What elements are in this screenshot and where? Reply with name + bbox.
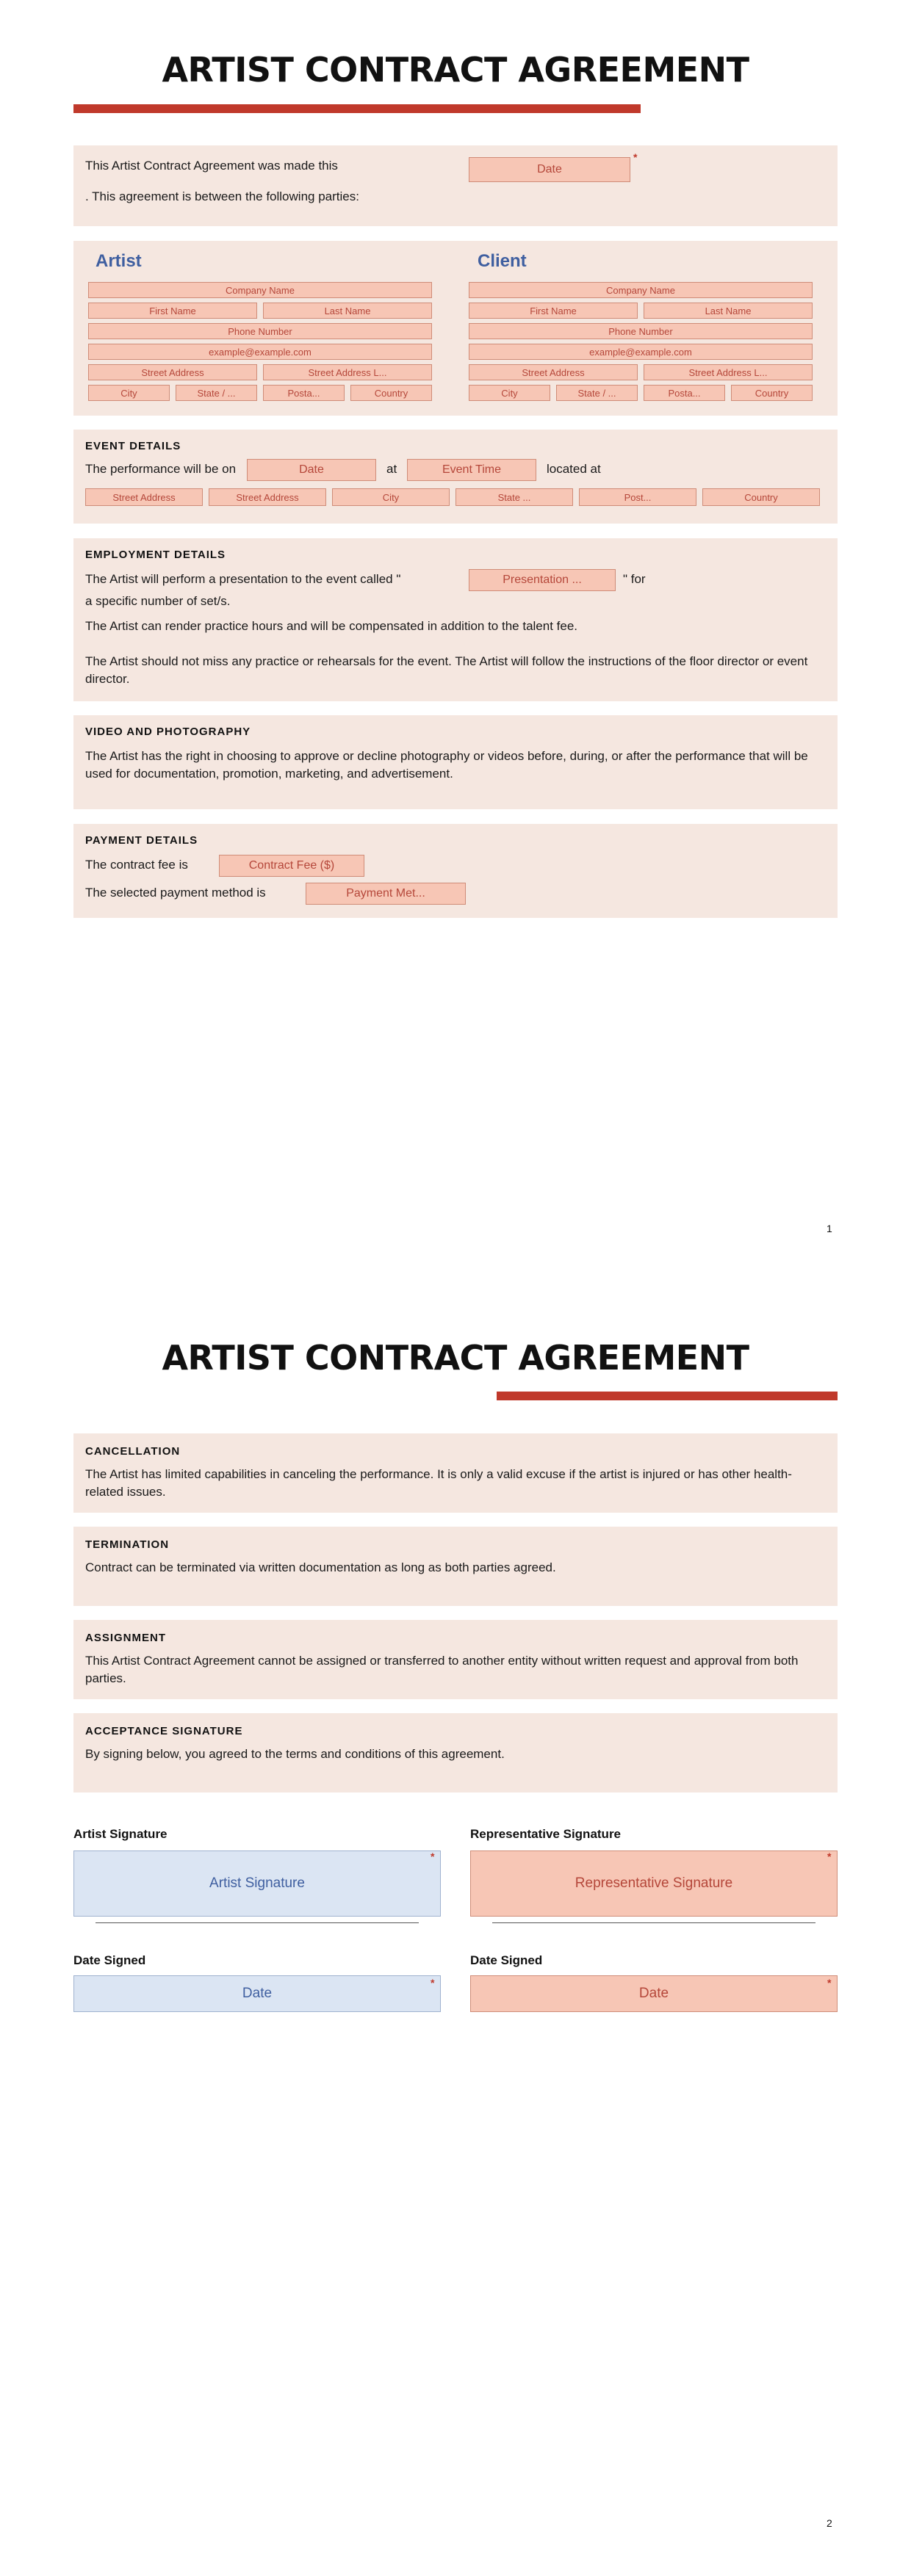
artist-street2-field[interactable]: Street Address L... — [263, 364, 432, 380]
representative-signature-box[interactable]: Representative Signature — [470, 1850, 838, 1917]
representative-date-signed-label: Date Signed — [470, 1953, 543, 1967]
artist-state-field[interactable]: State / ... — [176, 385, 257, 401]
client-company-field[interactable]: Company Name — [469, 282, 813, 298]
artist-last-name-field[interactable]: Last Name — [263, 303, 432, 319]
termination-panel — [73, 1527, 838, 1606]
presentation-field[interactable]: Presentation ... — [469, 569, 616, 591]
document-title: ARTIST CONTRACT AGREEMENT — [162, 50, 749, 90]
intro-line-1: This Artist Contract Agreement was made this — [85, 159, 338, 173]
employment-details-panel — [73, 538, 838, 701]
artist-date-signed-label: Date Signed — [73, 1953, 146, 1967]
video-photography-panel — [73, 715, 838, 809]
required-mark: * — [633, 151, 638, 163]
representative-signature-label: Representative Signature — [470, 1827, 622, 1841]
assignment-heading: ASSIGNMENT — [85, 1632, 167, 1644]
event-time-field[interactable]: Event Time — [407, 459, 536, 481]
event-on-text: The performance will be on — [85, 462, 237, 476]
video-photography-text: The Artist has the right in choosing to approve or decline photography or videos before, during, or after the performance that will be used for documentation, promotion, marketing, and advertisement. — [85, 749, 808, 781]
artist-city-field[interactable]: City — [88, 385, 170, 401]
cancellation-panel — [73, 1433, 838, 1513]
artist-heading: Artist — [96, 251, 142, 271]
title-accent-bar — [497, 1392, 838, 1400]
contract-fee-field[interactable]: Contract Fee ($) — [219, 855, 364, 877]
event-street-field[interactable]: Street Address — [85, 488, 203, 506]
client-street-field[interactable]: Street Address — [469, 364, 638, 380]
artist-signature-box[interactable]: Artist Signature — [73, 1850, 441, 1917]
representative-signature-line — [492, 1922, 815, 1923]
document-title: ARTIST CONTRACT AGREEMENT — [162, 1338, 749, 1378]
client-state-field[interactable]: State / ... — [556, 385, 638, 401]
event-located-text: located at — [547, 462, 601, 476]
artist-signature-label: Artist Signature — [73, 1827, 168, 1841]
assignment-panel — [73, 1620, 838, 1699]
artist-email-field[interactable]: example@example.com — [88, 344, 432, 360]
intro-panel — [73, 145, 838, 226]
video-photography-heading: VIDEO AND PHOTOGRAPHY — [85, 726, 251, 738]
termination-heading: TERMINATION — [85, 1538, 170, 1551]
artist-phone-field[interactable]: Phone Number — [88, 323, 432, 339]
page-number: 1 — [827, 1223, 832, 1234]
required-mark: * — [827, 1850, 832, 1862]
acceptance-signature-panel — [73, 1713, 838, 1792]
parties-panel — [73, 241, 838, 416]
agreement-date-field[interactable]: Date — [469, 157, 630, 182]
artist-date-signed-field[interactable]: Date — [73, 1975, 441, 2012]
client-phone-field[interactable]: Phone Number — [469, 323, 813, 339]
employment-details-heading: EMPLOYMENT DETAILS — [85, 549, 226, 561]
client-email-field[interactable]: example@example.com — [469, 344, 813, 360]
client-country-field[interactable]: Country — [731, 385, 813, 401]
client-street2-field[interactable]: Street Address L... — [644, 364, 813, 380]
artist-signature-line — [96, 1922, 419, 1923]
contract-fee-text: The contract fee is — [85, 858, 188, 872]
event-state-field[interactable]: State ... — [455, 488, 573, 506]
payment-details-panel — [73, 824, 838, 918]
event-date-field[interactable]: Date — [247, 459, 376, 481]
payment-method-text: The selected payment method is — [85, 886, 266, 900]
acceptance-signature-text: By signing below, you agreed to the terms and conditions of this agreement. — [85, 1747, 505, 1761]
required-mark: * — [431, 1977, 435, 1989]
artist-country-field[interactable]: Country — [350, 385, 432, 401]
client-heading: Client — [478, 251, 527, 271]
required-mark: * — [431, 1850, 435, 1862]
client-city-field[interactable]: City — [469, 385, 550, 401]
acceptance-signature-heading: ACCEPTANCE SIGNATURE — [85, 1725, 243, 1737]
cancellation-text: The Artist has limited capabilities in canceling the performance. It is only a valid excuse if the artist is injured or has other health-related issues. — [85, 1467, 792, 1499]
event-details-panel — [73, 430, 838, 524]
termination-text: Contract can be terminated via written documentation as long as both parties agreed. — [85, 1560, 556, 1574]
event-country-field[interactable]: Country — [702, 488, 820, 506]
representative-date-signed-field[interactable]: Date — [470, 1975, 838, 2012]
required-mark: * — [827, 1977, 832, 1989]
assignment-text: This Artist Contract Agreement cannot be assigned or transferred to another entity without written request and approval from both parties. — [85, 1654, 799, 1685]
event-street2-field[interactable]: Street Address — [209, 488, 326, 506]
artist-company-field[interactable]: Company Name — [88, 282, 432, 298]
employment-text-3: The Artist can render practice hours and will be compensated in addition to the talent fee. — [85, 619, 578, 633]
event-city-field[interactable]: City — [332, 488, 450, 506]
payment-method-field[interactable]: Payment Met... — [306, 883, 466, 905]
client-first-name-field[interactable]: First Name — [469, 303, 638, 319]
page-2 — [0, 1288, 911, 2576]
employment-text-1-end: " for — [623, 572, 646, 586]
event-postal-field[interactable]: Post... — [579, 488, 696, 506]
intro-line-2: . This agreement is between the following parties: — [85, 189, 359, 203]
event-details-heading: EVENT DETAILS — [85, 440, 181, 452]
artist-postal-field[interactable]: Posta... — [263, 385, 345, 401]
employment-text-4: The Artist should not miss any practice or rehearsals for the event. The Artist will follow the instructions of the floor director or event director. — [85, 654, 808, 686]
cancellation-heading: CANCELLATION — [85, 1445, 181, 1458]
page-number: 2 — [827, 2517, 832, 2529]
payment-details-heading: PAYMENT DETAILS — [85, 834, 198, 847]
title-accent-bar — [73, 104, 641, 113]
employment-text-1: The Artist will perform a presentation to the event called " — [85, 572, 401, 586]
event-at-text: at — [386, 462, 397, 476]
employment-text-2: a specific number of set/s. — [85, 594, 231, 608]
client-postal-field[interactable]: Posta... — [644, 385, 725, 401]
artist-first-name-field[interactable]: First Name — [88, 303, 257, 319]
artist-street-field[interactable]: Street Address — [88, 364, 257, 380]
client-last-name-field[interactable]: Last Name — [644, 303, 813, 319]
